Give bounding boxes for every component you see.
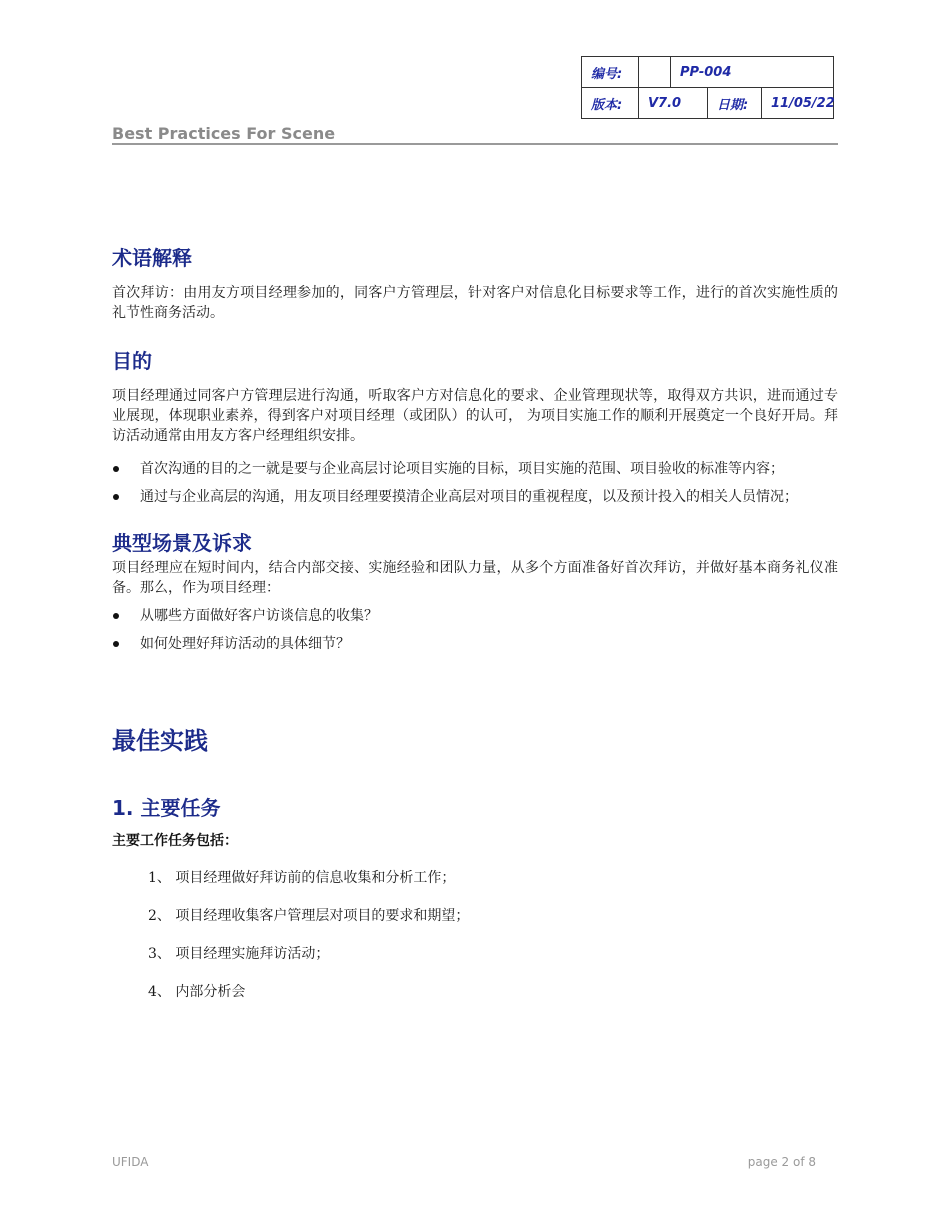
- scenario-bullet-text: 如何处理好拜访活动的具体细节？: [140, 636, 350, 652]
- best-practice-heading: 最佳实践: [112, 727, 208, 755]
- bullet-icon: [113, 494, 119, 500]
- bullet-icon: [113, 466, 119, 472]
- bullet-icon: [113, 613, 119, 619]
- list-item: 3、 项目经理实施拜访活动；: [148, 946, 330, 962]
- bullet-icon: [113, 641, 119, 647]
- purpose-heading: 目的: [112, 349, 152, 373]
- terms-text: 首次拜访：由用友方项目经理参加的，同客户方管理层，针对客户对信息化目标要求等工作，进行的首次实施性质的礼节性商务活动。: [112, 285, 838, 321]
- list-item: [112, 459, 838, 479]
- terms-heading: 术语解释: [112, 246, 192, 270]
- date-label: 日期:: [708, 88, 762, 119]
- version-label: 版本:: [582, 88, 639, 119]
- list-item: 2、 项目经理收集客户管理层对项目的要求和期望；: [148, 908, 470, 924]
- document-body: [112, 243, 838, 1020]
- footer-company: UFIDA: [112, 1155, 149, 1169]
- number-label: 编号:: [582, 57, 639, 88]
- number-value: PP-004: [671, 57, 834, 88]
- scenarios-text: 项目经理应在短时间内，结合内部交接、实施经验和团队力量，从多个方面准备好首次拜访，并做好基本商务礼仪准备。那么，作为项目经理：: [112, 560, 838, 596]
- scenarios-heading: 典型场景及诉求: [112, 531, 252, 555]
- scenario-bullet-text: 从哪些方面做好客户访谈信息的收集？: [140, 608, 378, 624]
- purpose-bullet-text: 首次沟通的目的之一就是要与企业高层讨论项目实施的目标，项目实施的范围、项目验收的标准等内容；: [140, 461, 784, 477]
- list-item: 4、 内部分析会: [148, 984, 246, 1000]
- date-value: 11/05/22: [762, 88, 834, 119]
- main-tasks-label: 主要工作任务包括：: [112, 833, 238, 849]
- purpose-bullet-list: [112, 459, 838, 507]
- list-item: 1、 项目经理做好拜访前的信息收集和分析工作；: [148, 870, 456, 886]
- header-divider: [112, 143, 838, 145]
- purpose-bullet-text: 通过与企业高层的沟通，用友项目经理要摸清企业高层对项目的重视程度，以及预计投入的相关人员情况；: [140, 489, 798, 505]
- document-header-title: Best Practices For Scene: [112, 124, 336, 143]
- purpose-text: 项目经理通过同客户方管理层进行沟通，听取客户方对信息化的要求、企业管理现状等，取得双方共识，进而通过专业展现，体现职业素养，得到客户对项目经理（或团队）的认可， 为项目实施工作的顺利开展奠定一个良好开局。拜访活动通常由用友方客户经理组织安排。: [112, 388, 838, 444]
- footer-page-number: page 2 of 8: [747, 1155, 816, 1169]
- main-tasks-list: [112, 868, 838, 1020]
- scenarios-bullet-list: [112, 606, 838, 654]
- list-item: [112, 634, 838, 654]
- list-item: [112, 487, 838, 507]
- main-tasks-heading: 1. 主要任务: [112, 796, 221, 820]
- list-item: [112, 606, 838, 626]
- version-value: V7.0: [639, 88, 708, 119]
- document-meta-table: [581, 56, 834, 119]
